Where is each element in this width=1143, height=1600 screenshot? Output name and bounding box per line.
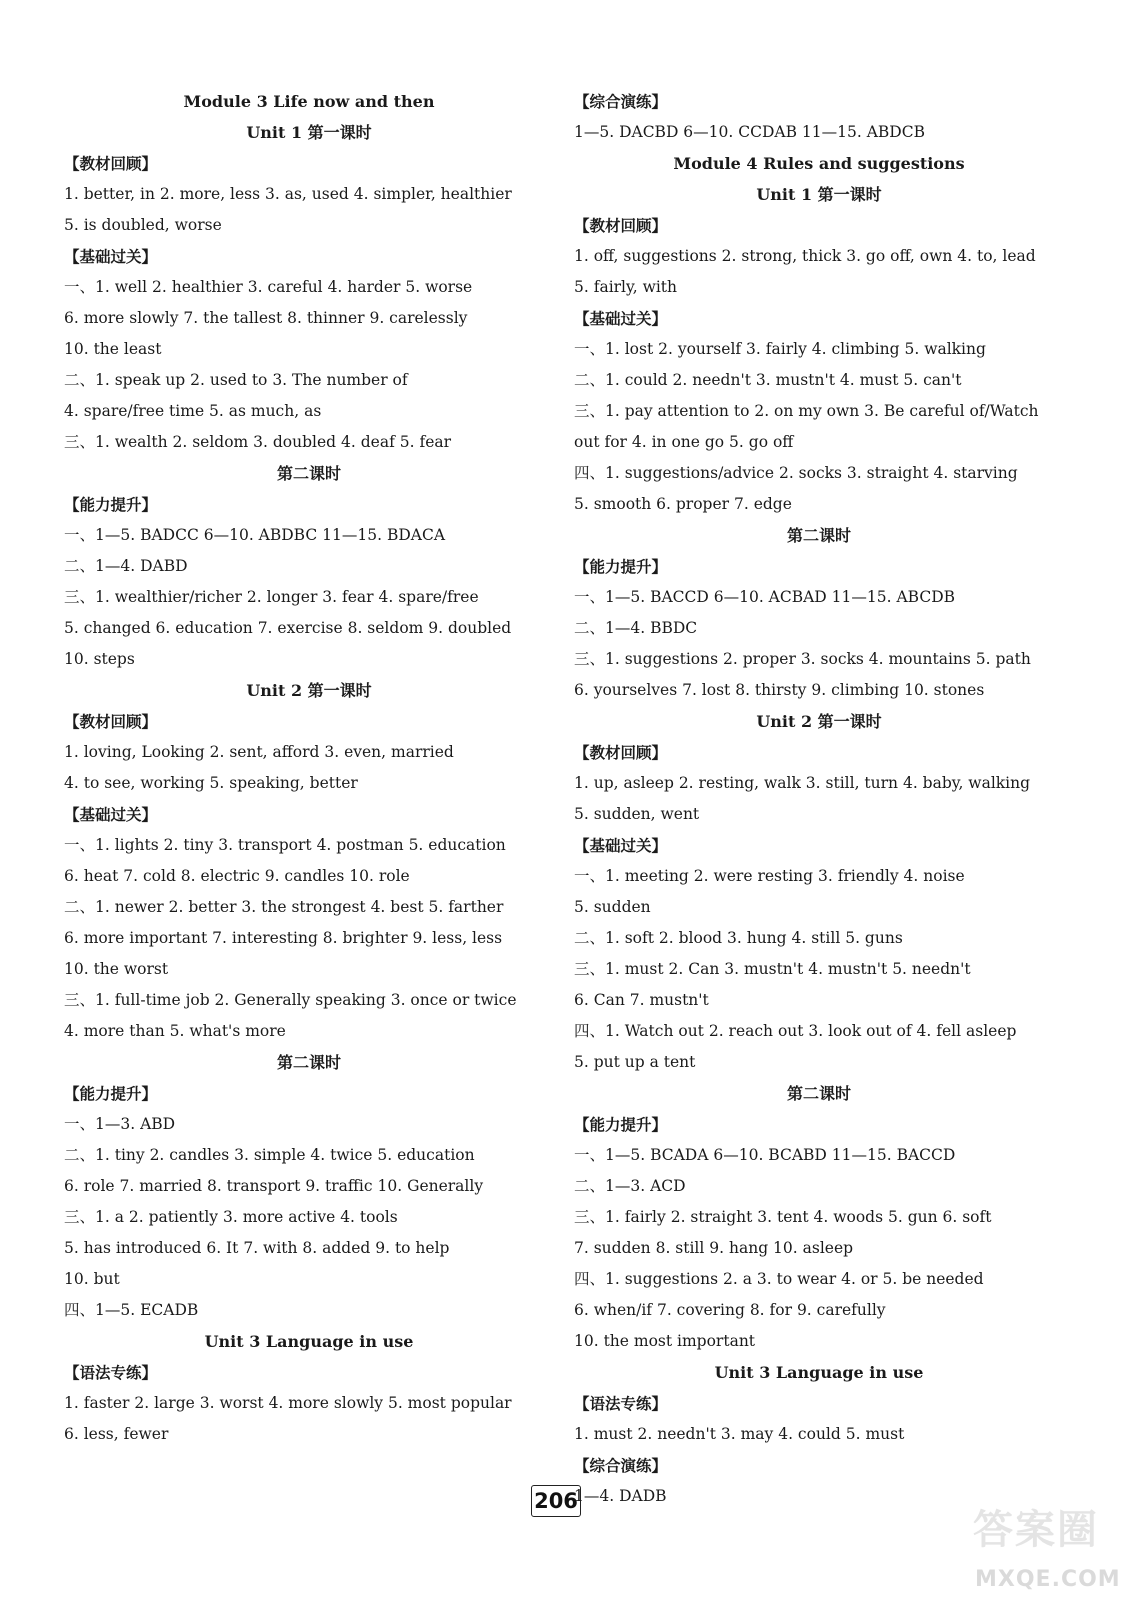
answer-line: 三、1. fairly 2. straight 3. tent 4. woods 5. gun 6. soft xyxy=(574,1208,992,1226)
answer-line: 10. the most important xyxy=(574,1332,756,1350)
answer-line: 1. up, asleep 2. resting, walk 3. still, turn 4. baby, walking xyxy=(574,774,1031,792)
answer-line: 三、1. full-time job 2. Generally speaking 3. once or twice xyxy=(64,991,517,1009)
section-heading: 【教材回顾】 xyxy=(64,154,158,173)
answer-line: 二、1—4. DABD xyxy=(64,557,188,575)
answer-line: 一、1—3. ABD xyxy=(64,1115,176,1133)
section-heading: 【综合演练】 xyxy=(574,1456,668,1475)
answer-line: 6. Can 7. mustn't xyxy=(574,991,709,1009)
section-heading: 【语法专练】 xyxy=(574,1394,668,1413)
unit-heading: 第二课时 xyxy=(786,526,851,545)
answer-line: 1—4. DADB xyxy=(574,1487,667,1505)
section-heading: 【教材回顾】 xyxy=(574,216,668,235)
answer-line: 二、1—4. BBDC xyxy=(574,619,698,637)
answer-line: 6. when/if 7. covering 8. for 9. carefully xyxy=(574,1301,886,1319)
unit-heading: Module 3 Life now and then xyxy=(183,92,435,111)
answer-line: 1. off, suggestions 2. strong, thick 3. go off, own 4. to, lead xyxy=(574,247,1036,265)
right-column xyxy=(574,86,1064,1512)
watermark-logo-text: 答案圈 xyxy=(973,1507,1099,1553)
answer-line: 二、1. tiny 2. candles 3. simple 4. twice 5. education xyxy=(64,1146,475,1164)
answer-line: 四、1. suggestions 2. a 3. to wear 4. or 5. be needed xyxy=(574,1270,984,1288)
watermark-site: MXQE.COM xyxy=(975,1567,1121,1592)
answer-line: 5. sudden xyxy=(574,898,651,916)
answer-line: 6. less, fewer xyxy=(64,1425,169,1443)
answer-line: 三、1. wealth 2. seldom 3. doubled 4. deaf 5. fear xyxy=(64,433,452,451)
answer-line: 一、1—5. BCADA 6—10. BCABD 11—15. BACCD xyxy=(574,1146,956,1164)
answer-line: 5. changed 6. education 7. exercise 8. seldom 9. doubled xyxy=(64,619,512,637)
unit-heading: Unit 1 第一课时 xyxy=(756,185,882,204)
answer-line: 四、1—5. ECADB xyxy=(64,1301,199,1319)
answer-line: 一、1. meeting 2. were resting 3. friendly 4. noise xyxy=(574,867,965,885)
answer-line: 5. is doubled, worse xyxy=(64,216,222,234)
section-heading: 【教材回顾】 xyxy=(64,712,158,731)
answer-line: 三、1. suggestions 2. proper 3. socks 4. mountains 5. path xyxy=(574,650,1031,668)
answer-line: 10. the least xyxy=(64,340,162,358)
answer-line: 三、1. must 2. Can 3. mustn't 4. mustn't 5. needn't xyxy=(574,960,971,978)
answer-line: 三、1. a 2. patiently 3. more active 4. tools xyxy=(64,1208,398,1226)
section-heading: 【语法专练】 xyxy=(64,1363,158,1382)
answer-line: 6. yourselves 7. lost 8. thirsty 9. climbing 10. stones xyxy=(574,681,985,699)
answer-line: 10. the worst xyxy=(64,960,169,978)
answer-line: 四、1. Watch out 2. reach out 3. look out of 4. fell asleep xyxy=(574,1022,1017,1040)
section-heading: 【基础过关】 xyxy=(574,309,668,328)
answer-line: 1. faster 2. large 3. worst 4. more slowly 5. most popular xyxy=(64,1394,512,1412)
answer-line: 1. must 2. needn't 3. may 4. could 5. must xyxy=(574,1425,905,1443)
answer-line: 1. better, in 2. more, less 3. as, used 4. simpler, healthier xyxy=(64,185,512,203)
answer-line: 1. loving, Looking 2. sent, afford 3. even, married xyxy=(64,743,454,761)
answer-line: 三、1. wealthier/richer 2. longer 3. fear 4. spare/free xyxy=(64,588,479,606)
answer-line: 一、1—5. BADCC 6—10. ABDBC 11—15. BDACA xyxy=(64,526,446,544)
answer-line: 5. smooth 6. proper 7. edge xyxy=(574,495,792,513)
left-column xyxy=(64,86,554,1450)
answer-line: 1—5. DACBD 6—10. CCDAB 11—15. ABDCB xyxy=(574,123,925,141)
answer-line: 5. fairly, with xyxy=(574,278,678,296)
answer-line: 6. heat 7. cold 8. electric 9. candles 10. role xyxy=(64,867,410,885)
unit-heading: Unit 3 Language in use xyxy=(204,1332,414,1351)
section-heading: 【基础过关】 xyxy=(574,836,668,855)
answer-line: 6. role 7. married 8. transport 9. traffic 10. Generally xyxy=(64,1177,484,1195)
answer-line: 5. has introduced 6. It 7. with 8. added 9. to help xyxy=(64,1239,450,1257)
answer-line: 一、1. lost 2. yourself 3. fairly 4. climbing 5. walking xyxy=(574,340,986,358)
answer-line: 6. more important 7. interesting 8. brighter 9. less, less xyxy=(64,929,503,947)
answer-line: 4. more than 5. what's more xyxy=(64,1022,286,1040)
unit-heading: 第二课时 xyxy=(276,464,341,483)
unit-heading: Unit 3 Language in use xyxy=(714,1363,924,1382)
answer-line: 二、1—3. ACD xyxy=(574,1177,686,1195)
answer-line: 5. sudden, went xyxy=(574,805,700,823)
watermark-logo xyxy=(973,1498,1133,1594)
answer-line: 三、1. pay attention to 2. on my own 3. Be careful of/Watch xyxy=(574,402,1039,420)
unit-heading: 第二课时 xyxy=(276,1053,341,1072)
unit-heading: 第二课时 xyxy=(786,1084,851,1103)
page-number: 206 xyxy=(531,1485,581,1517)
section-heading: 【教材回顾】 xyxy=(574,743,668,762)
answer-line: out for 4. in one go 5. go off xyxy=(574,433,794,451)
unit-heading: Unit 1 第一课时 xyxy=(246,123,372,142)
section-heading: 【基础过关】 xyxy=(64,247,158,266)
unit-heading: Module 4 Rules and suggestions xyxy=(673,154,965,173)
answer-line: 一、1. lights 2. tiny 3. transport 4. postman 5. education xyxy=(64,836,506,854)
answer-line: 10. but xyxy=(64,1270,120,1288)
unit-heading: Unit 2 第一课时 xyxy=(246,681,372,700)
answer-line: 7. sudden 8. still 9. hang 10. asleep xyxy=(574,1239,854,1257)
section-heading: 【基础过关】 xyxy=(64,805,158,824)
section-heading: 【能力提升】 xyxy=(574,1115,668,1134)
answer-line: 四、1. suggestions/advice 2. socks 3. straight 4. starving xyxy=(574,464,1018,482)
section-heading: 【能力提升】 xyxy=(64,1084,158,1103)
answer-line: 二、1. could 2. needn't 3. mustn't 4. must 5. can't xyxy=(574,371,962,389)
unit-heading: Unit 2 第一课时 xyxy=(756,712,882,731)
answer-line: 一、1. well 2. healthier 3. careful 4. harder 5. worse xyxy=(64,278,473,296)
answer-line: 4. spare/free time 5. as much, as xyxy=(64,402,322,420)
answer-line: 二、1. speak up 2. used to 3. The number of xyxy=(64,371,408,389)
answer-line: 二、1. newer 2. better 3. the strongest 4. best 5. farther xyxy=(64,898,504,916)
answer-line: 二、1. soft 2. blood 3. hung 4. still 5. guns xyxy=(574,929,903,947)
answer-line: 5. put up a tent xyxy=(574,1053,696,1071)
answer-line: 6. more slowly 7. the tallest 8. thinner 9. carelessly xyxy=(64,309,468,327)
section-heading: 【能力提升】 xyxy=(574,557,668,576)
section-heading: 【综合演练】 xyxy=(574,92,668,111)
answer-line: 一、1—5. BACCD 6—10. ACBAD 11—15. ABCDB xyxy=(574,588,956,606)
section-heading: 【能力提升】 xyxy=(64,495,158,514)
answer-line: 10. steps xyxy=(64,650,135,668)
answer-line: 4. to see, working 5. speaking, better xyxy=(64,774,358,792)
